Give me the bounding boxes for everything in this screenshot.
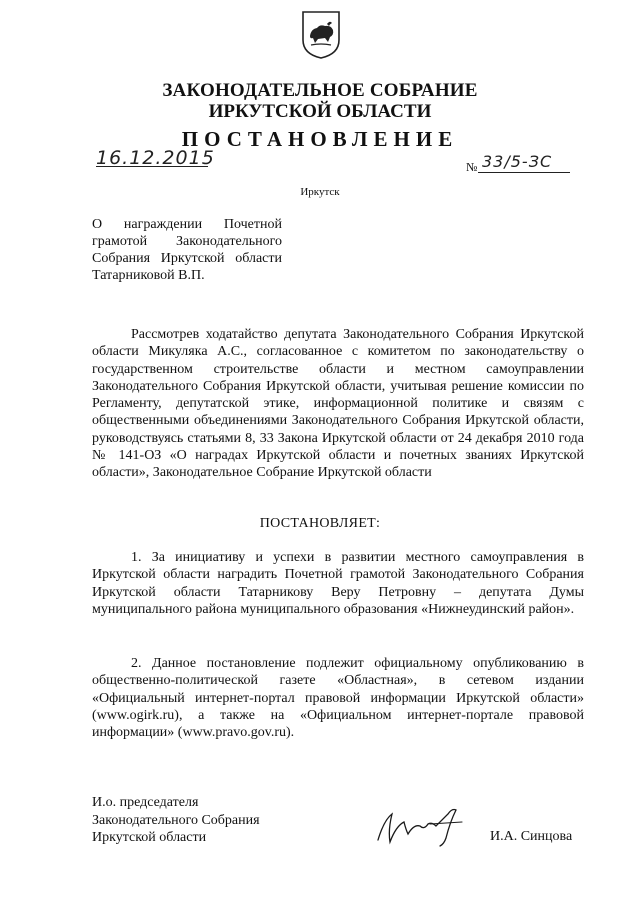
document-number: 33/5-ЗС: [482, 152, 553, 171]
resolution-item-1: 1. За инициативу и успехи в развитии местного самоуправления в Иркутской области наградить Почетной грамотой Законодательного Собрания Иркутской области Татарникову Веру Петровну – депутата Думы муниципального района муниципального образования «Нижнеудинский район».: [92, 550, 584, 617]
document-type-title: ПОСТАНОВЛЕНИЕ: [181, 127, 459, 151]
signatory-title-line1: И.о. председателя: [92, 795, 199, 810]
document-date: 16.12.2015: [96, 147, 215, 169]
organization-name-line1: ЗАКОНОДАТЕЛЬНОЕ СОБРАНИЕ: [162, 80, 478, 101]
resolves-heading: ПОСТАНОВЛЯЕТ:: [259, 516, 381, 531]
date-underline: [96, 166, 208, 167]
signatory-title-line2: Законодательного Собрания: [92, 812, 260, 828]
signatory-name: И.А. Синцова: [490, 829, 573, 844]
signatory-title: [92, 794, 260, 847]
number-underline: [478, 172, 570, 173]
coat-of-arms-icon: [301, 10, 341, 60]
organization-name-line2: ИРКУТСКОЙ ОБЛАСТИ: [208, 101, 432, 122]
handwritten-signature: [370, 800, 470, 850]
document-subject: О награждении Почетной грамотой Законодательного Собрания Иркутской области Татарниковой В.П.: [92, 217, 282, 283]
resolution-item-2: 2. Данное постановление подлежит официальному опубликованию в общественно-политической газете «Областная», в сетевом издании «Официальный интернет-портал правовой информации Иркутской области» (www.ogirk.ru), а также на «Официальном интернет-портале правовой информации» (www.pravo.gov.ru).: [92, 656, 584, 741]
city-name: Иркутск: [300, 186, 340, 198]
preamble-paragraph: Рассмотрев ходатайство депутата Законодательного Собрания Иркутской области Микуляка А.С., согласованное с комитетом по законодательству о государственном строительстве области и местном самоуправлении Законодательного Собрания Иркутской области, учитывая решение комиссии по Регламенту, депутатской этике, информационной политике и связям с общественными объединениями Законодательного Собрания Иркутской области, руководствуясь статьями 8, 33 Закона Иркутской области от 24 декабря 2010 года № 141-ОЗ «О наградах Иркутской области и почетных званиях Иркутской области», Законодательное Собрание Иркутской области: [92, 327, 584, 481]
number-label: №: [466, 160, 478, 174]
signatory-title-line3: Иркутской области: [92, 830, 207, 846]
